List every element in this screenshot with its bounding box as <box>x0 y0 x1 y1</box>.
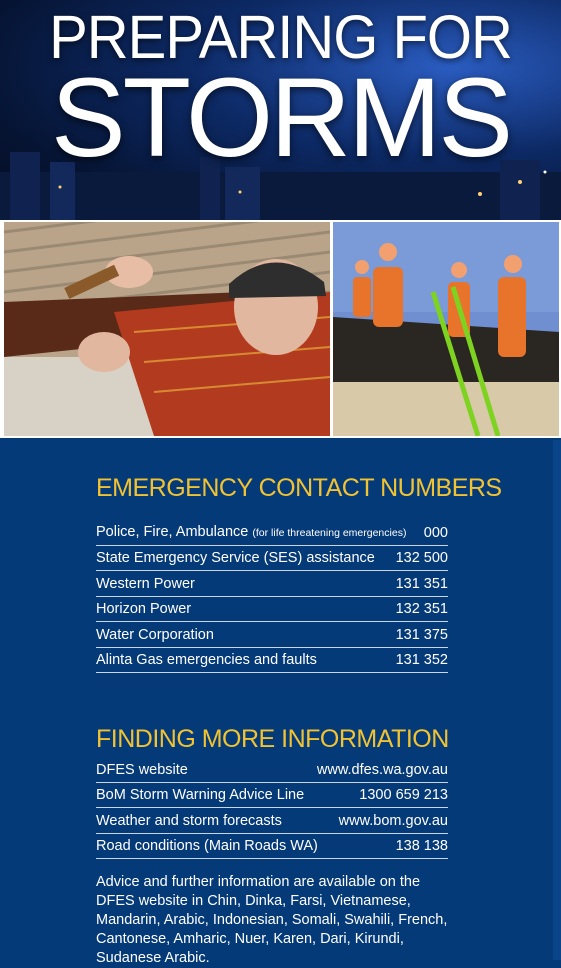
row-label: Horizon Power <box>96 601 192 617</box>
row-value: 131 375 <box>395 626 448 643</box>
languages-paragraph: Advice and further information are available on the DFES website in Chin, Dinka, Farsi, Vietnamese, Mandarin, Arabic, Indonesian, Somali, Swahili, French, Cantonese, Amharic, Nuer, Karen, Dari, Kirundi, Sudanese Arabic. <box>96 874 448 966</box>
emergency-contacts-table <box>96 520 448 673</box>
row-value: 132 500 <box>395 550 448 566</box>
hero-banner <box>0 0 561 222</box>
row-value: www.dfes.wa.gov.au <box>316 761 448 778</box>
row-value: 138 138 <box>395 838 448 854</box>
edge-strip <box>553 440 561 960</box>
row-value: 132 351 <box>395 601 448 617</box>
title-line-1: PREPARING FOR <box>49 3 512 72</box>
photo-strip <box>0 220 561 438</box>
row-value: 000 <box>423 524 448 541</box>
row-label: Alinta Gas emergencies and faults <box>96 652 317 668</box>
table-row <box>96 808 448 834</box>
row-label: DFES website <box>96 761 188 778</box>
row-label: Water Corporation <box>96 626 214 643</box>
row-value: 1300 659 213 <box>359 787 448 803</box>
table-row <box>96 648 448 674</box>
more-information-table <box>96 757 448 859</box>
row-value: www.bom.gov.au <box>338 812 448 829</box>
table-row <box>96 546 448 572</box>
row-label: Road conditions (Main Roads WA) <box>96 838 318 854</box>
table-row <box>96 571 448 597</box>
emergency-contacts-heading: EMERGENCY CONTACT NUMBERS <box>96 474 502 502</box>
man-cleaning-gutter-photo <box>4 222 330 436</box>
row-note: (for life threatening emergencies) <box>252 526 407 539</box>
row-label: Police, Fire, Ambulance <box>96 523 249 540</box>
table-row <box>96 597 448 623</box>
more-information-heading: FINDING MORE INFORMATION <box>96 725 449 753</box>
row-label: State Emergency Service (SES) assistance <box>96 550 375 566</box>
row-label: Weather and storm forecasts <box>96 812 282 829</box>
table-row <box>96 834 448 860</box>
ses-volunteers-roof-photo <box>333 222 559 436</box>
row-value: 131 351 <box>395 575 448 592</box>
table-row <box>96 783 448 809</box>
title-line-2: STORMS <box>50 55 511 180</box>
row-label: Western Power <box>96 575 195 592</box>
row-value: 131 352 <box>395 652 448 668</box>
table-row <box>96 520 448 546</box>
table-row <box>96 757 448 783</box>
row-label: BoM Storm Warning Advice Line <box>96 787 305 803</box>
table-row <box>96 622 448 648</box>
